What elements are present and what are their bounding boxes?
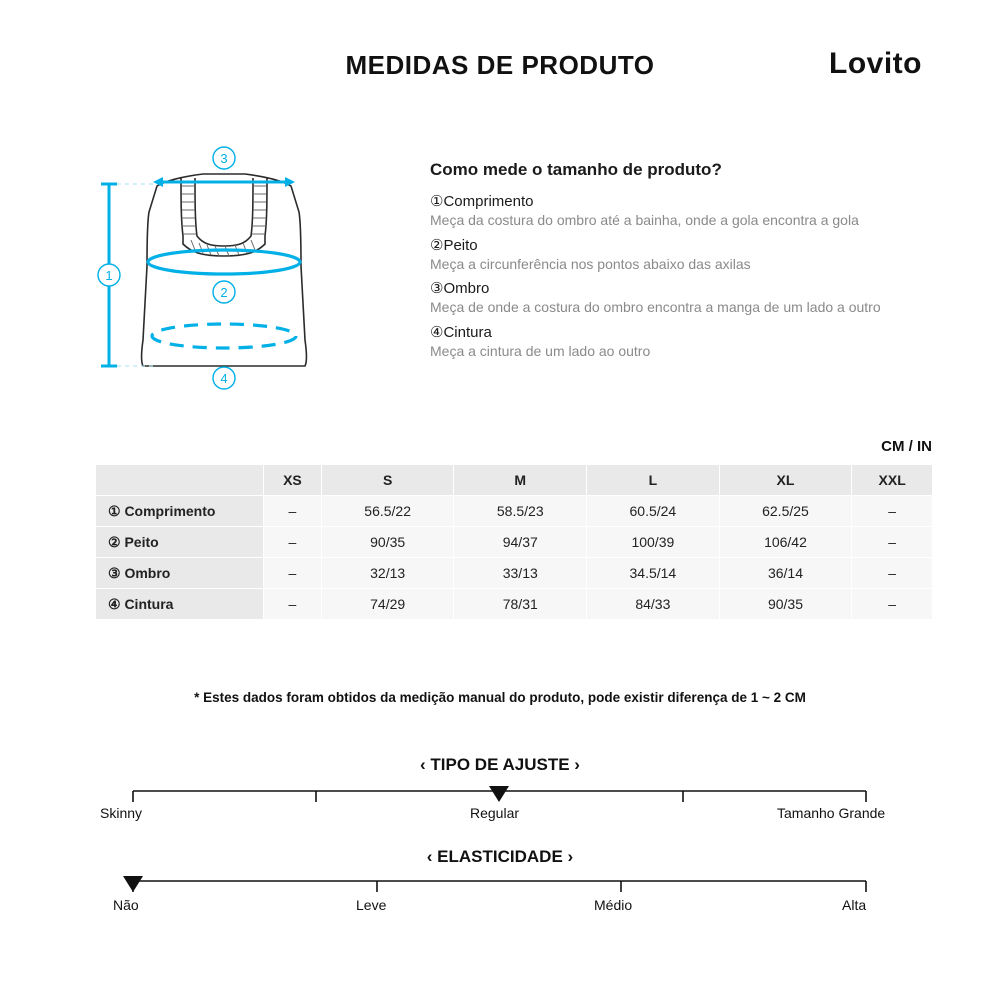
cell-length-xl: 62.5/25 [719,496,852,527]
size-table-body [96,496,933,620]
table-header-row [96,465,933,496]
fit-label-skinny: Skinny [100,805,143,821]
table-row [96,589,933,620]
cell-waist-m: 78/31 [454,589,587,620]
garment-diagram-svg [95,140,415,410]
cell-length-xxl: – [852,496,933,527]
cell-length-xs: – [264,496,322,527]
elasticity-label-medium: Médio [594,897,633,913]
elasticity-scale-axis [0,868,1000,894]
row-label-waist: ④ Cintura [96,589,264,620]
measure-item-desc-waist: Meça a cintura de um lado ao outro [430,343,651,360]
table-header-xxl: XXL [852,465,933,496]
cell-length-s: 56.5/22 [321,496,454,527]
cell-length-l: 60.5/24 [587,496,720,527]
measurement-note: * Estes dados foram obtidos da medição manual do produto, pode existir diferença de 1 ~ 2 CM [194,690,806,705]
measure-item-desc-chest: Meça a circunferência nos pontos abaixo das axilas [430,255,751,272]
cell-chest-l: 100/39 [587,527,720,558]
table-header-s: S [321,465,454,496]
cell-waist-xl: 90/35 [719,589,852,620]
fit-scale-axis [0,778,1000,804]
cell-waist-s: 74/29 [321,589,454,620]
elasticity-label-none: Não [113,897,139,913]
svg-text:3: 3 [220,151,228,166]
how-to-measure-section [430,160,960,365]
measure-item-desc-length: Meça da costura do ombro até a bainha, onde a gola encontra a gola [430,212,859,228]
fit-label-oversize: Tamanho Grande [777,805,886,821]
svg-text:1: 1 [105,268,113,283]
table-row [96,496,933,527]
cell-chest-m: 94/37 [454,527,587,558]
table-header-corner [96,465,264,496]
table-row [96,527,933,558]
size-table [95,464,933,620]
fit-scale-title: ‹ TIPO DE AJUSTE › [420,755,580,774]
row-label-shoulder: ③ Ombro [96,558,264,589]
units-label: CM / IN [881,438,932,455]
cell-shoulder-m: 33/13 [454,558,587,589]
table-header-l: L [587,465,720,496]
page-title: MEDIDAS DE PRODUTO [345,50,655,80]
measure-item-title-waist: ④Cintura [430,324,492,342]
cell-chest-xl: 106/42 [719,527,852,558]
fit-scale-marker [489,786,509,802]
measure-item-desc-shoulder: Meça de onde a costura do ombro encontra a manga de um lado a outro [430,299,881,316]
how-to-measure-heading: Como mede o tamanho de produto? [430,160,722,179]
cell-length-m: 58.5/23 [454,496,587,527]
cell-chest-xs: – [264,527,322,558]
cell-shoulder-xl: 36/14 [719,558,852,589]
cell-chest-s: 90/35 [321,527,454,558]
table-header-xl: XL [719,465,852,496]
elasticity-label-light: Leve [356,897,387,913]
cell-shoulder-xxl: – [852,558,933,589]
row-label-chest: ② Peito [96,527,264,558]
cell-chest-xxl: – [852,527,933,558]
row-label-length: ① Comprimento [96,496,264,527]
svg-text:4: 4 [220,371,228,386]
cell-shoulder-xs: – [264,558,322,589]
cell-shoulder-s: 32/13 [321,558,454,589]
elasticity-scale-marker [123,876,143,892]
cell-shoulder-l: 34.5/14 [587,558,720,589]
measure-item-title-chest: ②Peito [430,236,478,254]
svg-text:2: 2 [220,285,228,300]
table-header-xs: XS [264,465,322,496]
garment-diagram [95,140,415,410]
elasticity-label-high: Alta [842,897,867,913]
measure-item-title-length: ①Comprimento [430,193,534,210]
size-table-head [96,465,933,496]
elasticity-scale-title: ‹ ELASTICIDADE › [426,847,574,866]
brand-logo: Lovito [829,47,922,80]
table-header-m: M [454,465,587,496]
table-row [96,558,933,589]
fit-label-regular: Regular [470,805,520,821]
measure-item-title-shoulder: ③Ombro [430,280,490,298]
cell-waist-l: 84/33 [587,589,720,620]
cell-waist-xs: – [264,589,322,620]
cell-waist-xxl: – [852,589,933,620]
